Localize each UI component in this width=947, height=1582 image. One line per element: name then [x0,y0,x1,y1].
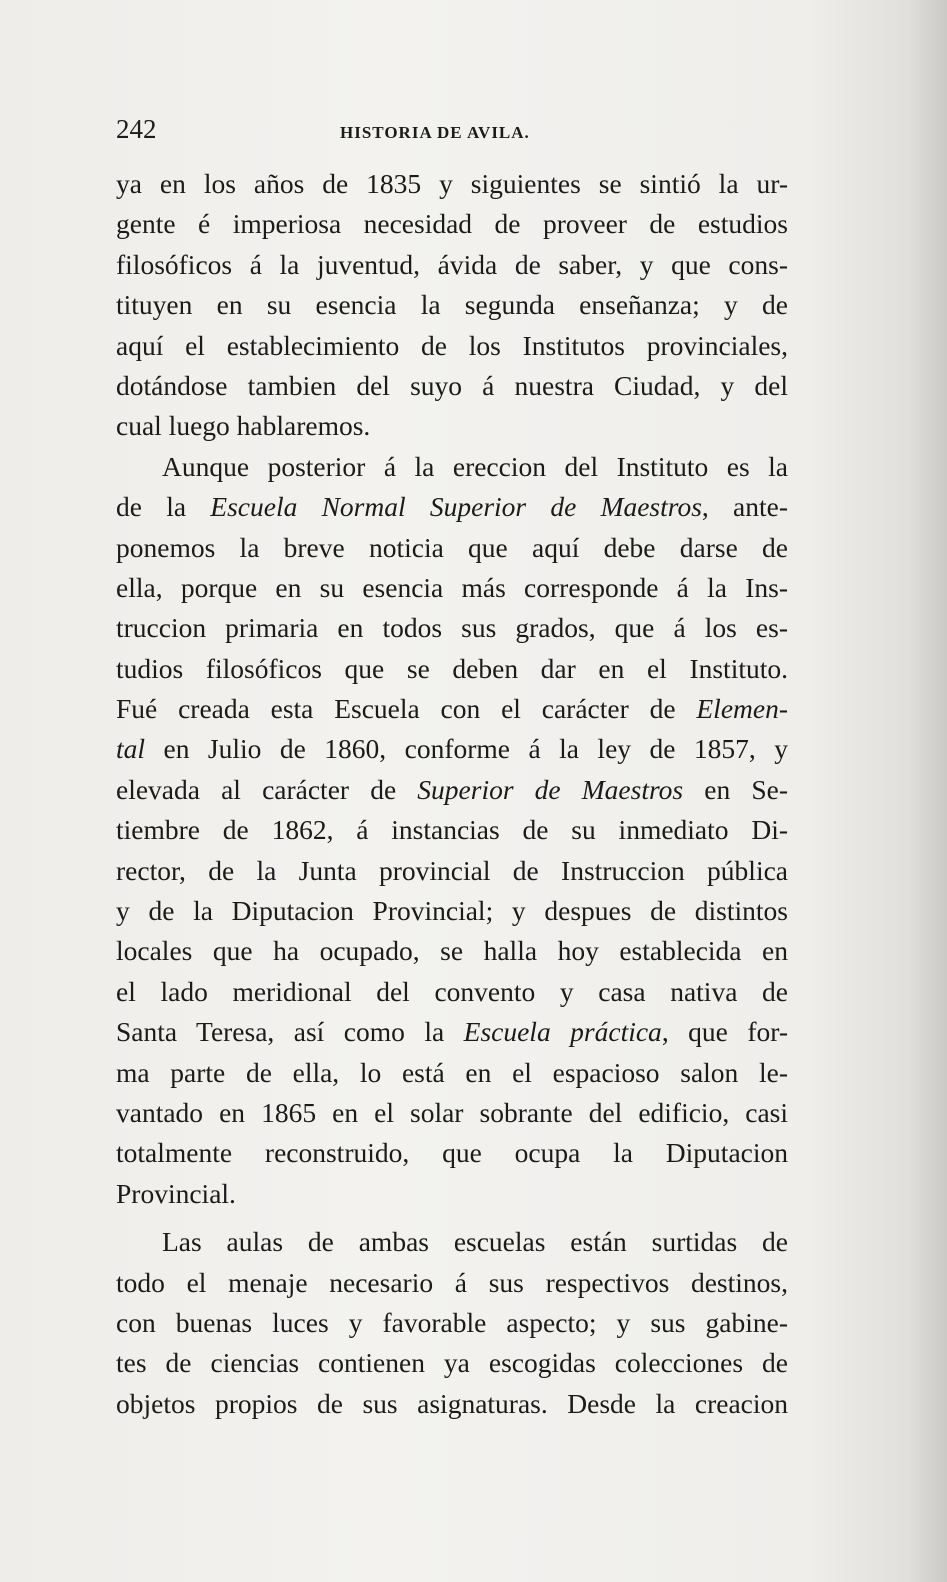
italic-term: Elemen- [696,693,788,725]
italic-term: tal [116,733,146,765]
text-line: Fué creada esta Escuela con el carácter de Elemen- [116,693,788,725]
text-line: ponemos la breve noticia que aquí debe darse de [116,531,788,563]
body-text [116,164,788,1424]
text-line: tudios filosóficos que se deben dar en el Instituto. [116,652,788,684]
text-line: el lado meridional del convento y casa nativa de [116,975,788,1007]
paragraph-gap [116,1214,788,1222]
text-line: dotándose tambien del suyo á nuestra Ciudad, y del [116,369,788,401]
text-line: truccion primaria en todos sus grados, que á los es- [116,612,788,644]
text-line: y de la Diputacion Provincial; y despues de distintos [116,895,788,927]
text-line: rector, de la Junta provincial de Instruccion pública [116,854,788,886]
text-line: vantado en 1865 en el solar sobrante del edificio, casi [116,1096,788,1128]
italic-term: Escuela práctica [463,1016,662,1048]
text-line: tiembre de 1862, á instancias de su inmediato Di- [116,814,788,846]
page-header [116,114,788,154]
text-line: tes de ciencias contienen ya escogidas colecciones de [116,1347,788,1379]
text-line: gente é imperiosa necesidad de proveer de estudios [116,208,788,240]
running-title: HISTORIA DE AVILA. [340,123,530,142]
text-line: ma parte de ella, lo está en el espacioso salon le- [116,1056,788,1088]
text-line: filosóficos á la juventud, ávida de saber, y que cons- [116,248,788,280]
text-line: aquí el establecimiento de los Institutos provinciales, [116,329,788,361]
paragraph [116,164,788,447]
text-line: con buenas luces y favorable aspecto; y sus gabine- [116,1306,788,1338]
text-line: Las aulas de ambas escuelas están surtidas de [162,1226,788,1258]
paragraph [116,447,788,1214]
text-line: Aunque posterior á la ereccion del Instituto es la [162,450,788,482]
text-line: todo el menaje necesario á sus respectivos destinos, [116,1266,788,1298]
page-number: 242 [116,114,157,144]
text-line: objetos propios de sus asignaturas. Desde la creacion [116,1387,788,1419]
text-line: elevada al carácter de Superior de Maestros en Se- [116,773,788,805]
text-line: tituyen en su esencia la segunda enseñanza; y de [116,289,788,321]
text-line: totalmente reconstruido, que ocupa la Diputacion [116,1137,788,1169]
text-line: tal en Julio de 1860, conforme á la ley de 1857, y [116,733,788,765]
text-line: Provincial. [116,1177,236,1209]
paragraph [116,1222,788,1424]
text-line: ya en los años de 1835 y siguientes se sintió la ur- [116,168,788,199]
text-line: de la Escuela Normal Superior de Maestros, ante- [116,491,788,523]
text-line: Santa Teresa, así como la Escuela práctica, que for- [116,1016,788,1048]
italic-title: Escuela Normal Superior de Maestros [210,491,702,523]
italic-term: Superior de Maestros [417,773,684,805]
text-line: ella, porque en su esencia más corresponde á la Ins- [116,571,788,603]
page-edge-shadow [907,0,947,1582]
text-line: cual luego hablaremos. [116,410,371,442]
text-line: locales que ha ocupado, se halla hoy establecida en [116,935,788,967]
